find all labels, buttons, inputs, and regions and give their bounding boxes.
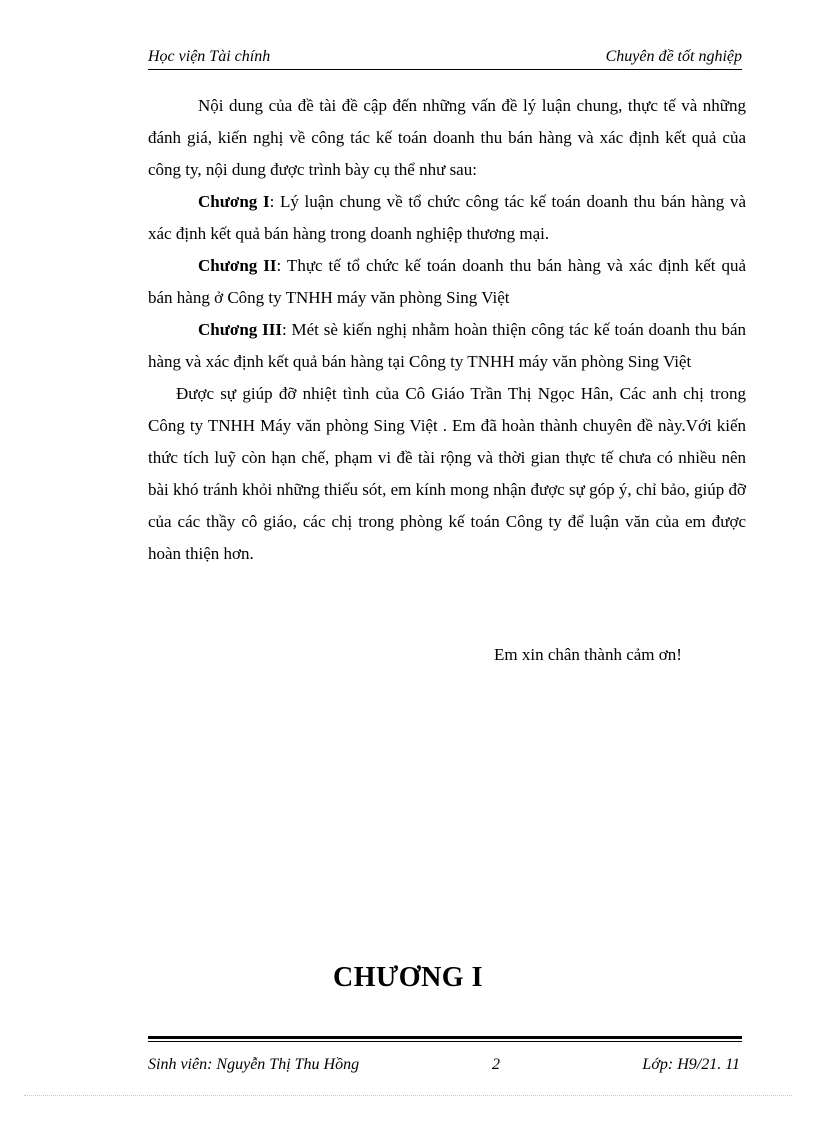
chapter-3-paragraph (148, 314, 746, 378)
header-institution: Học viện Tài chính (148, 48, 271, 65)
page-number: 2 (492, 1056, 500, 1073)
footer-rule-thick (148, 1036, 742, 1039)
footer-student: Sinh viên: Nguyễn Thị Thu Hồng (148, 1056, 360, 1073)
intro-paragraph: Nội dung của đề tài đề cập đến những vấn đề lý luận chung, thực tế và những đánh giá, kiến nghị về công tác kế toán doanh thu bán hàng và xác định kết quả của công ty, nội dung được trình bày cụ thể như sau: (148, 96, 746, 179)
page-break-line (24, 1095, 792, 1096)
footer-class: Lớp: H9/21. 11 (642, 1056, 740, 1073)
acknowledgement-paragraph: Được sự giúp đỡ nhiệt tình của Cô Giáo Trần Thị Ngọc Hân, Các anh chị trong Công ty TNHH Máy văn phòng Sing Việt . Em đã hoàn thành chuyên đề này.Với kiến thức tích luỹ còn hạn chế, phạm vi đề tài rộng và thời gian thực tế chưa có nhiều nên bài khó tránh khỏi những thiếu sót, em kính mong nhận được sự góp ý, chỉ bảo, giúp đỡ của các thầy cô giáo, các chị trong phòng kế toán Công ty để luận văn của em được hoàn thiện hơn. (148, 384, 746, 563)
chapter-1-label: Chương I (198, 192, 270, 211)
page-footer (148, 1036, 742, 1076)
chapter-3-text: : Mét sè kiến nghị nhằm hoàn thiện công tác kế toán doanh thu bán hàng và xác định kết quả bán hàng tại Công ty TNHH máy văn phòng Sing Việt (148, 320, 746, 371)
chapter-3-label: Chương III (198, 320, 282, 339)
page-header (148, 48, 742, 70)
chapter-heading: CHƯƠNG I (333, 962, 483, 993)
thanks-line: Em xin chân thành cảm ơn! (494, 645, 682, 664)
body-text (148, 90, 746, 570)
footer-rule-thin (148, 1041, 742, 1042)
chapter-1-paragraph (148, 186, 746, 250)
chapter-2-paragraph (148, 250, 746, 314)
header-doc-type: Chuyên đề tốt nghiệp (605, 48, 742, 65)
header-rule (148, 69, 742, 70)
chapter-2-text: : Thực tế tổ chức kế toán doanh thu bán hàng và xác định kết quả bán hàng ở Công ty TNHH máy văn phòng Sing Việt (148, 256, 746, 307)
chapter-2-label: Chương II (198, 256, 277, 275)
chapter-1-text: : Lý luận chung về tổ chức công tác kế toán doanh thu bán hàng và xác định kết quả bán hàng trong doanh nghiệp thương mại. (148, 192, 746, 243)
